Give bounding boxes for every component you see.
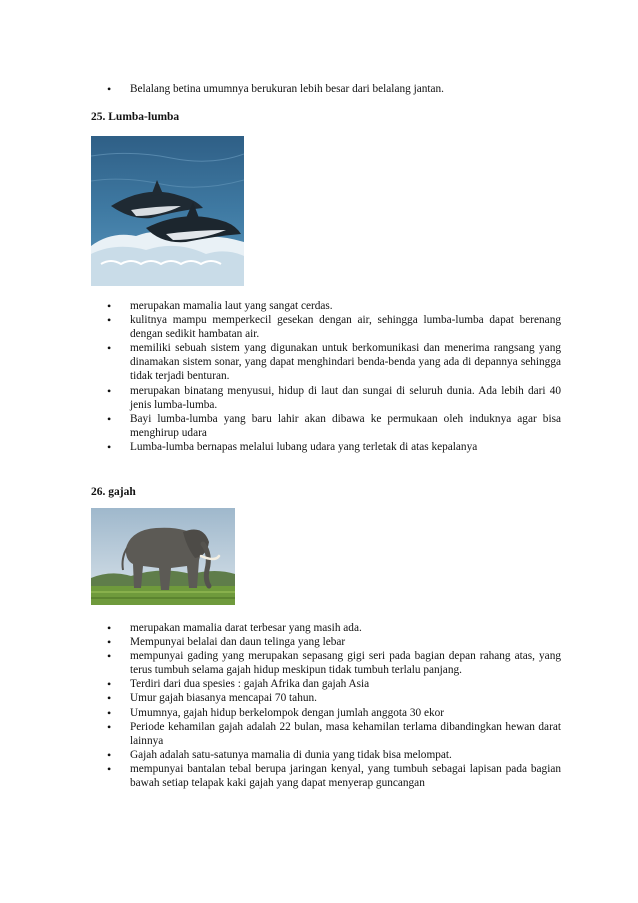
list-item: • merupakan binatang menyusui, hidup di laut dan sungai di seluruh dunia. Ada lebih dari 40 jenis lumba-lumba.	[103, 384, 561, 412]
dolphin-photo	[91, 136, 244, 286]
list-item: • Mempunyai belalai dan daun telinga yang lebar	[103, 635, 561, 649]
list-item: • kulitnya mampu memperkecil gesekan dengan air, sehingga lumba-lumba dapat berenang dengan sedikit hambatan air.	[103, 313, 561, 341]
list-item: • merupakan mamalia darat terbesar yang masih ada.	[103, 621, 561, 635]
dolphin-facts-list	[103, 299, 561, 454]
section-heading-dolphin: 25. Lumba-lumba	[91, 111, 180, 123]
intro-bullet-list	[103, 82, 561, 96]
list-item: • merupakan mamalia laut yang sangat cerdas.	[103, 299, 561, 313]
list-item: • Belalang betina umumnya berukuran lebih besar dari belalang jantan.	[103, 82, 561, 96]
list-item: • Terdiri dari dua spesies : gajah Afrika dan gajah Asia	[103, 677, 561, 691]
list-item: • Gajah adalah satu-satunya mamalia di dunia yang tidak bisa melompat.	[103, 748, 561, 762]
section-heading-elephant: 26. gajah	[91, 486, 136, 498]
list-item: • Lumba-lumba bernapas melalui lubang udara yang terletak di atas kepalanya	[103, 440, 561, 454]
list-item: • Umur gajah biasanya mencapai 70 tahun.	[103, 691, 561, 705]
elephant-photo	[91, 508, 235, 605]
list-item: • Umumnya, gajah hidup berkelompok dengan jumlah anggota 30 ekor	[103, 706, 561, 720]
list-item: • Bayi lumba-lumba yang baru lahir akan dibawa ke permukaan oleh induknya agar bisa menghirup udara	[103, 412, 561, 440]
list-item: • memiliki sebuah sistem yang digunakan untuk berkomunikasi dan menerima rangsang yang dinamakan sistem sonar, yang dapat menghindari benda-benda yang ada di depannya sehingga tidak terjadi benturan.	[103, 341, 561, 383]
elephant-facts-list	[103, 621, 561, 790]
list-item: • mempunyai bantalan tebal berupa jaringan kenyal, yang tumbuh sebagai lapisan pada bagian bawah setiap telapak kaki gajah yang dapat menyerap guncangan	[103, 762, 561, 790]
list-item: • Periode kehamilan gajah adalah 22 bulan, masa kehamilan terlama dibandingkan hewan darat lainnya	[103, 720, 561, 748]
list-item: • mempunyai gading yang merupakan sepasang gigi seri pada bagian depan rahang atas, yang terus tumbuh selama gajah hidup meskipun tidak tumbuh terlalu panjang.	[103, 649, 561, 677]
